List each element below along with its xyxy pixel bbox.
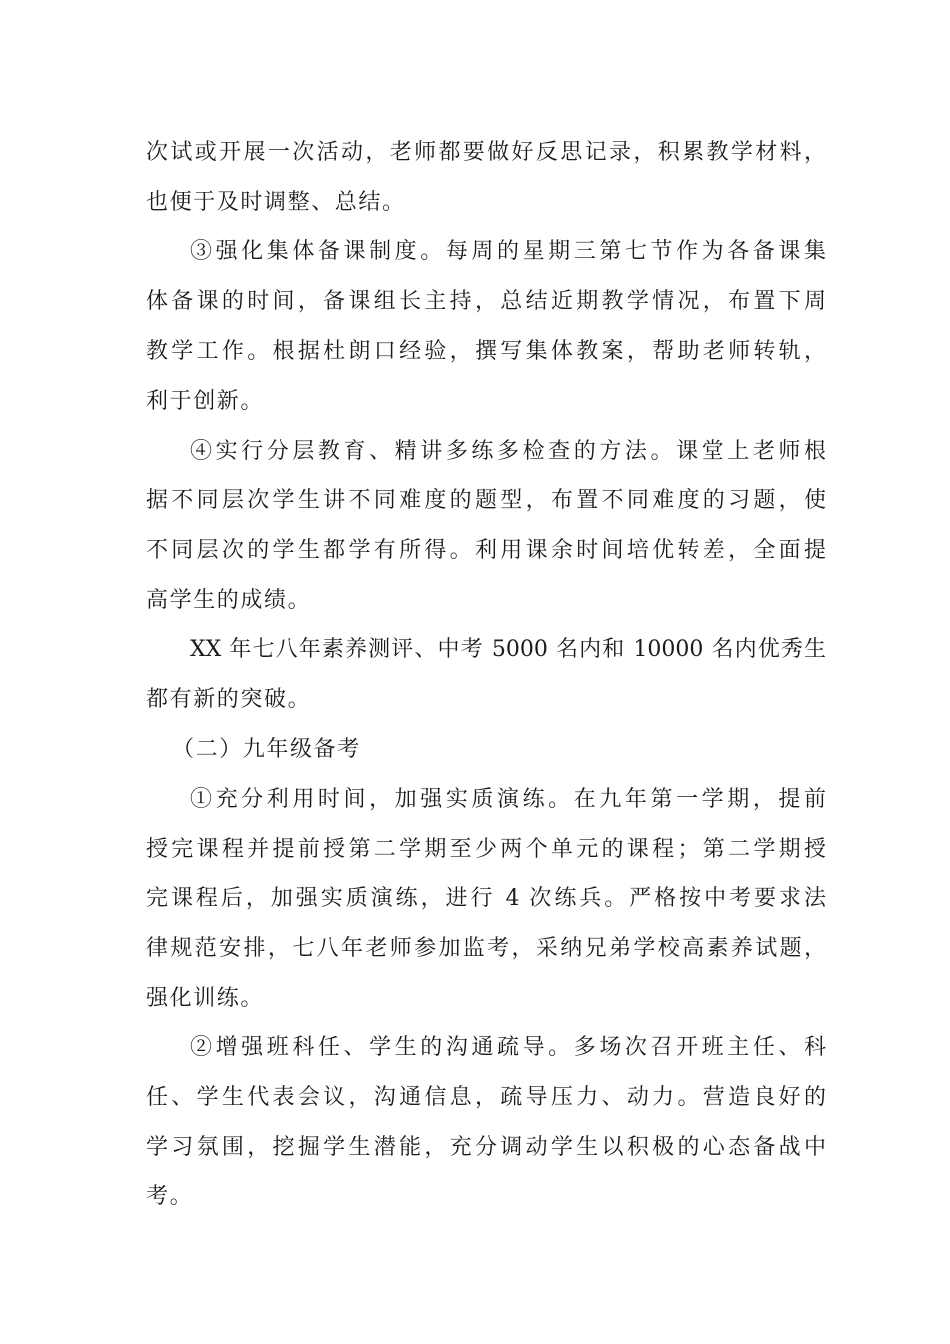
text-line: 不同层次的学生都学有所得。利用课余时间培优转差，全面提 bbox=[146, 538, 826, 563]
text-line: 完课程后，加强实质演练，进行 4 次练兵。严格按中考要求法 bbox=[146, 886, 826, 911]
paragraph-start-line: ②增强班科任、学生的沟通疏导。多场次召开班主任、科 bbox=[190, 1035, 826, 1060]
text-line: 教学工作。根据杜朗口经验，撰写集体教案，帮助老师转轨， bbox=[146, 339, 826, 364]
text-line: 次试或开展一次活动，老师都要做好反思记录，积累教学材料， bbox=[146, 140, 826, 165]
text-line: 都有新的突破。 bbox=[146, 687, 312, 712]
text-line: 体备课的时间，备课组长主持，总结近期教学情况，布置下周 bbox=[146, 289, 826, 314]
text-line: 利于创新。 bbox=[146, 389, 265, 414]
text-line: 任、学生代表会议，沟通信息，疏导压力、动力。营造良好的 bbox=[146, 1085, 826, 1110]
paragraph-start-line: ④实行分层教育、精讲多练多检查的方法。课堂上老师根 bbox=[190, 439, 826, 464]
text-line: 高学生的成绩。 bbox=[146, 588, 312, 613]
paragraph-start-line: XX 年七八年素养测评、中考 5000 名内和 10000 名内优秀生 bbox=[190, 637, 826, 662]
section-heading: （二）九年级备考 bbox=[172, 737, 361, 762]
text-line: 律规范安排，七八年老师参加监考，采纳兄弟学校高素养试题， bbox=[146, 936, 826, 961]
text-line: 也便于及时调整、总结。 bbox=[146, 190, 406, 215]
text-line: 考。 bbox=[146, 1184, 194, 1209]
text-line: 学习氛围，挖掘学生潜能，充分调动学生以积极的心态备战中 bbox=[146, 1135, 826, 1160]
text-line: 授完课程并提前授第二学期至少两个单元的课程；第二学期授 bbox=[146, 837, 826, 862]
text-line: 强化训练。 bbox=[146, 986, 265, 1011]
paragraph-start-line: ③强化集体备课制度。每周的星期三第七节作为各备课集 bbox=[190, 239, 826, 264]
text-line: 据不同层次学生讲不同难度的题型，布置不同难度的习题，使 bbox=[146, 488, 826, 513]
paragraph-start-line: ①充分利用时间，加强实质演练。在九年第一学期，提前 bbox=[190, 787, 826, 812]
